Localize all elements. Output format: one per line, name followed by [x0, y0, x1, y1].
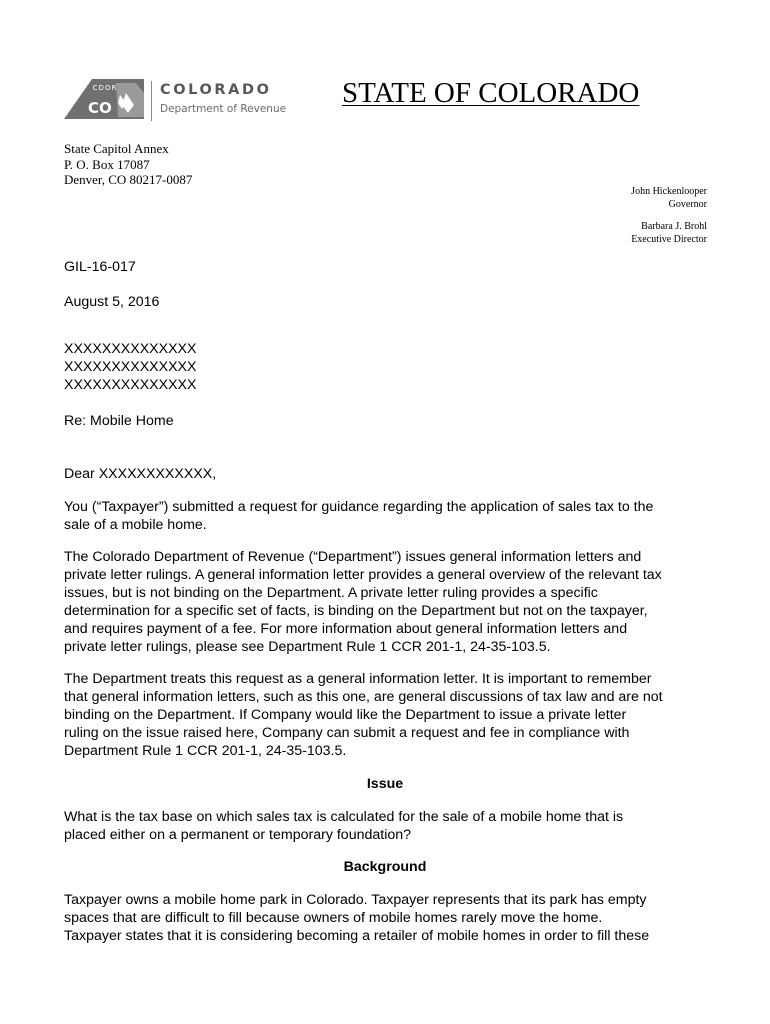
text-line: spaces that are difficult to fill because owners of mobile homes rarely move the home.: [64, 910, 603, 926]
text-line: and requires payment of a fee. For more information about general information letters and: [64, 621, 628, 637]
logo-name: COLORADO: [160, 82, 272, 98]
letter-date: August 5, 2016: [64, 294, 160, 310]
recipient-line: XXXXXXXXXXXXXX: [64, 341, 197, 357]
text-line: placed either on a permanent or temporary foundation?: [64, 827, 412, 843]
seal-initials: CO: [88, 99, 112, 117]
logo-divider: [151, 81, 152, 121]
recipient-line: XXXXXXXXXXXXXX: [64, 359, 197, 375]
text-line: private letter rulings. A general information letter provides a general overview of the relevant tax: [64, 567, 662, 583]
text-line: binding on the Department. If Company would like the Department to issue a private letter: [64, 707, 627, 723]
text-line: determination for a specific set of facts, is binding on the Department but not on the taxpayer,: [64, 603, 648, 619]
director-name: Barbara J. Brohl: [641, 221, 707, 232]
address-line: State Capitol Annex: [64, 141, 169, 156]
address-line: P. O. Box 17087: [64, 156, 150, 172]
letterhead-title: STATE OF COLORADO: [342, 77, 640, 109]
director-title: Executive Director: [631, 233, 707, 245]
colorado-seal-icon: [64, 79, 144, 123]
text-line: Taxpayer owns a mobile home park in Colorado. Taxpayer represents that its park has empty: [64, 892, 647, 908]
governor-name: John Hickenlooper: [631, 186, 707, 197]
logo-department: Department of Revenue: [160, 103, 287, 115]
governor-title: Governor: [668, 198, 707, 210]
paragraph-background: [64, 891, 714, 945]
cdor-logo: [64, 79, 288, 123]
issue-heading: Issue: [366, 776, 404, 792]
paragraph-treatment: [64, 670, 714, 760]
text-line: Department Rule 1 CCR 201-1, 24-35-103.5.: [64, 743, 347, 759]
recipient-line: XXXXXXXXXXXXXX: [64, 377, 197, 393]
text-line: private letter rulings, please see Department Rule 1 CCR 201-1, 24-35-103.5.: [64, 639, 551, 655]
background-heading: Background: [343, 859, 427, 875]
text-line: sale of a mobile home.: [64, 517, 207, 533]
text-line: issues, but is not binding on the Department. A private letter ruling provides a specific: [64, 585, 598, 601]
text-line: Taxpayer states that it is considering becoming a retailer of mobile homes in order to fill these: [64, 928, 650, 944]
text-line: The Department treats this request as a general information letter. It is important to remember: [64, 671, 652, 687]
paragraph-request: [64, 498, 714, 534]
text-line: What is the tax base on which sales tax is calculated for the sale of a mobile home that is: [64, 809, 624, 825]
text-line: ruling on the issue raised here, Company can submit a request and fee in compliance with: [64, 725, 630, 741]
salutation: Dear XXXXXXXXXXXX,: [64, 466, 217, 482]
reference-number: GIL-16-017: [64, 259, 136, 275]
text-line: that general information letters, such as this one, are general discussions of tax law and are not: [64, 689, 663, 705]
address-line: Denver, CO 80217-0087: [64, 172, 193, 187]
seal-text: CDOR: [92, 84, 118, 92]
paragraph-department: [64, 548, 714, 656]
officials-block: [631, 186, 707, 246]
text-line: You (“Taxpayer”) submitted a request for guidance regarding the application of sales tax to the: [64, 499, 654, 515]
recipient-address: [64, 340, 714, 394]
paragraph-issue: [64, 808, 714, 844]
subject-line: Re: Mobile Home: [64, 413, 174, 429]
return-address: [64, 141, 192, 188]
text-line: The Colorado Department of Revenue (“Department”) issues general information letters and: [64, 549, 642, 565]
